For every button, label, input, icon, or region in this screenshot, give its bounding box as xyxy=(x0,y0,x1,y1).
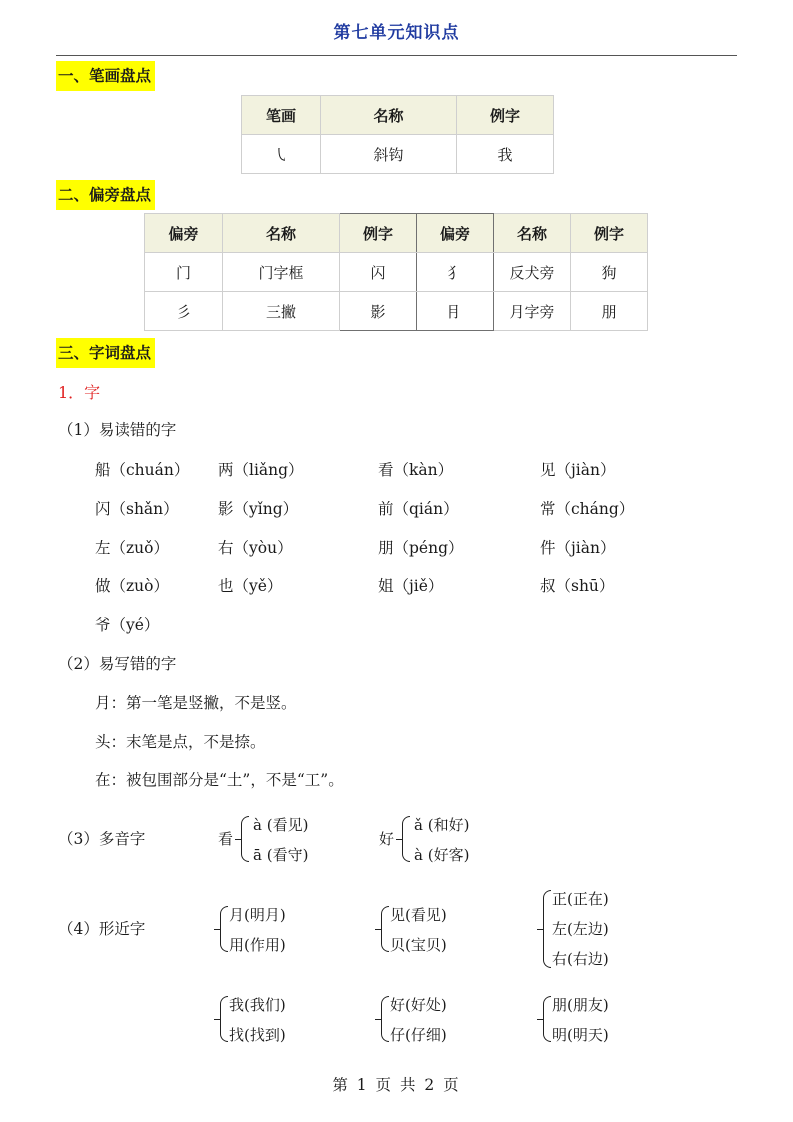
list-item: 前（qián） xyxy=(378,500,459,518)
list-item: 看（kàn） xyxy=(378,461,454,479)
similar-item: 明(明天) xyxy=(552,1026,609,1044)
list-title-misread: （1）易读错的字 xyxy=(58,421,177,439)
table-cell: 彡 xyxy=(145,292,223,331)
polyphonic-char: 好 xyxy=(379,830,395,848)
reading-item: à (好客) xyxy=(414,846,470,864)
polyphonic-char: 看 xyxy=(218,830,234,848)
page-footer: 第 1 页 共 2 页 xyxy=(332,1076,461,1094)
table-cell: 反犬旁 xyxy=(494,253,571,292)
table-cell: 狗 xyxy=(571,253,648,292)
reading-item: à (看见) xyxy=(253,816,309,834)
table-header-cell: 例字 xyxy=(457,96,554,135)
list-item: 朋（péng） xyxy=(378,539,464,557)
table-cell: 三撇 xyxy=(223,292,340,331)
similar-item: 用(作用) xyxy=(229,936,286,954)
subsection-characters: 1．字 xyxy=(58,383,101,402)
section-heading-strokes: 一、笔画盘点 xyxy=(56,61,155,91)
list-title-similar: （4）形近字 xyxy=(58,920,146,938)
table-cell: 闪 xyxy=(340,253,417,292)
page-title: 第七单元知识点 xyxy=(333,23,460,43)
table-header-cell: 例字 xyxy=(340,214,417,253)
list-title-miswritten: （2）易写错的字 xyxy=(58,655,177,673)
table-cell: 犭 xyxy=(417,253,494,292)
table-cell: 朋 xyxy=(571,292,648,331)
similar-item: 月(明月) xyxy=(229,906,286,924)
similar-item: 正(正在) xyxy=(552,890,609,908)
table-header-cell: 名称 xyxy=(223,214,340,253)
table-header-cell: 偏旁 xyxy=(145,214,223,253)
brace-bracket xyxy=(220,906,228,952)
brace-bracket xyxy=(381,996,389,1042)
similar-item: 仔(仔细) xyxy=(390,1026,447,1044)
table-cell: 门 xyxy=(145,253,223,292)
list-item: 见（jiàn） xyxy=(540,461,616,479)
list-item: 在：被包围部分是“土”，不是“工”。 xyxy=(95,771,344,789)
table-header-cell: 笔画 xyxy=(242,96,321,135)
similar-item: 我(我们) xyxy=(229,996,286,1014)
list-item: 左（zuǒ） xyxy=(95,539,169,557)
table-cell: 我 xyxy=(457,135,554,174)
similar-item: 贝(宝贝) xyxy=(390,936,447,954)
list-item: 影（yǐng） xyxy=(218,500,299,518)
list-item: 爷（yé） xyxy=(95,616,160,634)
section-heading-radicals: 二、偏旁盘点 xyxy=(56,180,155,210)
table-header-cell: 名称 xyxy=(494,214,571,253)
table-header-cell: 例字 xyxy=(571,214,648,253)
table-header-cell: 偏旁 xyxy=(417,214,494,253)
similar-item: 找(找到) xyxy=(229,1026,286,1044)
table-cell: 月字旁 xyxy=(494,292,571,331)
table-cell: 门字框 xyxy=(223,253,340,292)
list-item: 姐（jiě） xyxy=(378,577,444,595)
list-title-polyphonic: （3）多音字 xyxy=(58,830,146,848)
table-cell: ㇂ xyxy=(242,135,321,174)
list-item: 件（jiàn） xyxy=(540,539,616,557)
reading-item: ā (看守) xyxy=(253,846,309,864)
table-header-cell: 名称 xyxy=(321,96,457,135)
similar-item: 右(右边) xyxy=(552,950,609,968)
table-cell: 斜钩 xyxy=(321,135,457,174)
brace-bracket xyxy=(220,996,228,1042)
similar-item: 好(好处) xyxy=(390,996,447,1014)
similar-item: 见(看见) xyxy=(390,906,447,924)
section-heading-words: 三、字词盘点 xyxy=(56,338,155,368)
list-item: 常（cháng） xyxy=(540,500,635,518)
brace-bracket xyxy=(241,816,249,862)
list-item: 也（yě） xyxy=(218,577,283,595)
similar-item: 左(左边) xyxy=(552,920,609,938)
list-item: 做（zuò） xyxy=(95,577,169,595)
brace-bracket xyxy=(381,906,389,952)
brace-bracket xyxy=(402,816,410,862)
list-item: 叔（shū） xyxy=(540,577,615,595)
brace-bracket xyxy=(543,996,551,1042)
header-divider xyxy=(56,55,737,56)
strokes-table xyxy=(241,95,554,174)
list-item: 右（yòu） xyxy=(218,539,293,557)
list-item: 闪（shǎn） xyxy=(95,500,179,518)
table-cell: 影 xyxy=(340,292,417,331)
brace-bracket xyxy=(543,890,551,968)
table-cell: ⺝ xyxy=(417,292,494,331)
list-item: 两（liǎng） xyxy=(218,461,304,479)
similar-item: 朋(朋友) xyxy=(552,996,609,1014)
list-item: 头：末笔是点，不是捺。 xyxy=(95,733,266,751)
list-item: 船（chuán） xyxy=(95,461,190,479)
list-item: 月：第一笔是竖撇，不是竖。 xyxy=(95,694,297,712)
reading-item: ǎ (和好) xyxy=(414,816,470,834)
radicals-table xyxy=(144,213,648,331)
